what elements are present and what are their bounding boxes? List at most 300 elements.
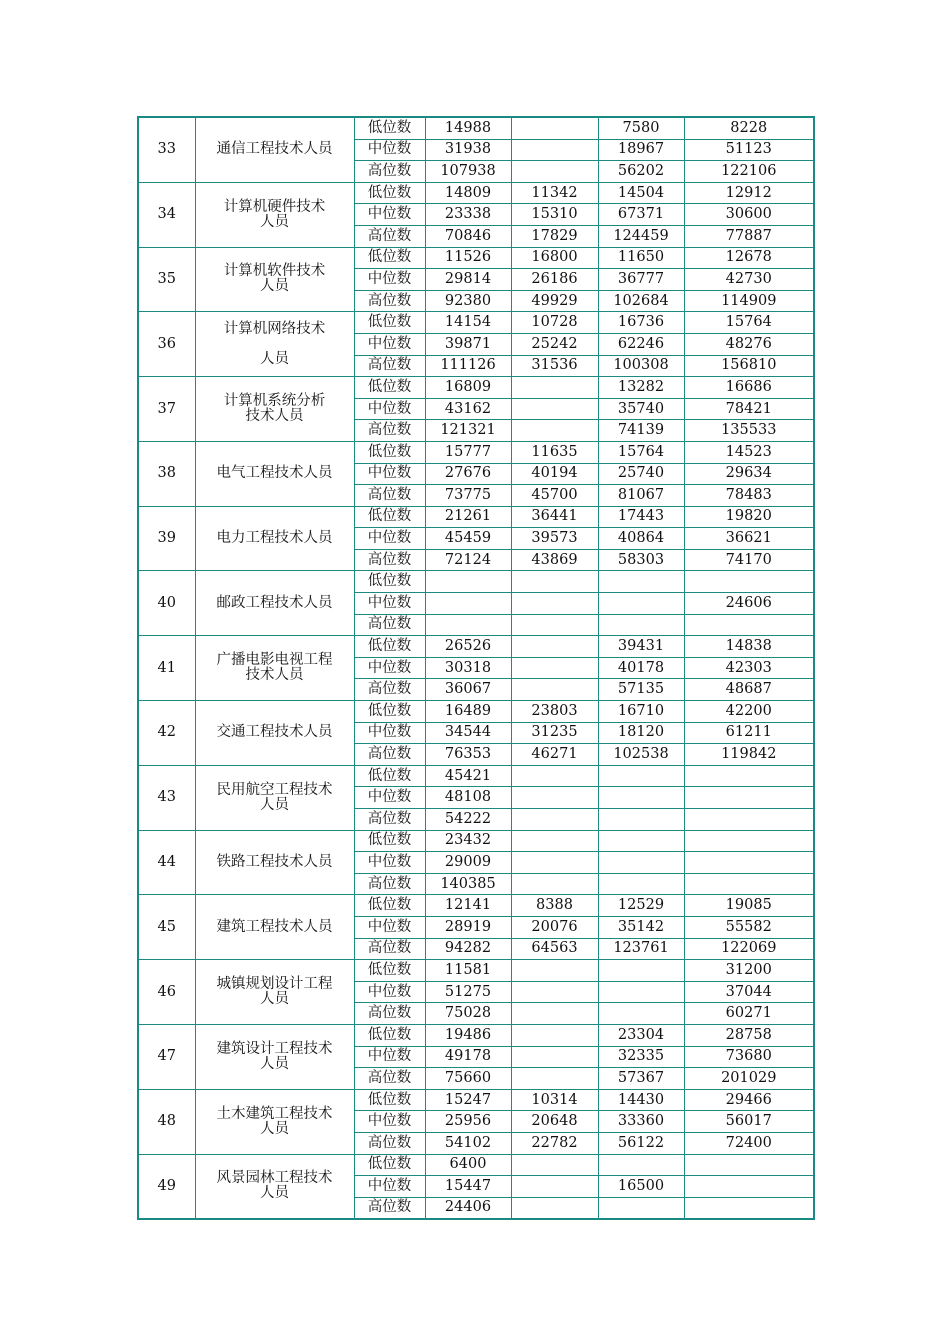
level-label: 高位数	[354, 355, 425, 377]
wage-value-cell	[598, 1003, 684, 1025]
wage-value-cell: 135533	[684, 420, 814, 442]
wage-value-cell	[598, 809, 684, 831]
occupation-line: 人员	[260, 1185, 289, 1202]
occupation-name	[195, 182, 354, 247]
wage-value-cell: 201029	[684, 1068, 814, 1090]
level-label: 低位数	[354, 117, 425, 139]
wage-value-cell	[598, 571, 684, 593]
wage-value-cell: 15247	[425, 1089, 511, 1111]
wage-value-cell	[511, 1176, 598, 1198]
wage-value-cell: 102684	[598, 290, 684, 312]
wage-value-cell	[598, 593, 684, 615]
table-row	[138, 636, 814, 658]
wage-value-cell: 114909	[684, 290, 814, 312]
occupation-line: 建筑工程技术人员	[216, 918, 333, 935]
wage-value-cell: 36441	[511, 506, 598, 528]
level-label: 中位数	[354, 593, 425, 615]
wage-value-cell: 54222	[425, 809, 511, 831]
wage-value-cell: 56122	[598, 1132, 684, 1154]
occupation-line: 计算机网络技术	[223, 320, 326, 337]
table-row	[138, 117, 814, 139]
wage-value-cell: 42730	[684, 269, 814, 291]
wage-value-cell: 75660	[425, 1068, 511, 1090]
wage-value-cell: 16710	[598, 701, 684, 723]
wage-value-cell: 124459	[598, 225, 684, 247]
wage-value-cell: 102538	[598, 744, 684, 766]
wage-value-cell	[684, 809, 814, 831]
wage-value-cell: 76353	[425, 744, 511, 766]
occupation-line: 建筑设计工程技术	[216, 1040, 333, 1057]
level-label: 高位数	[354, 290, 425, 312]
wage-value-cell: 37044	[684, 981, 814, 1003]
wage-value-cell: 19486	[425, 1024, 511, 1046]
occupation-name	[195, 1024, 354, 1089]
table-row	[138, 312, 814, 334]
wage-value-cell	[511, 398, 598, 420]
wage-value-cell	[511, 1197, 598, 1219]
wage-value-cell	[598, 960, 684, 982]
wage-value-cell: 58303	[598, 549, 684, 571]
wage-value-cell	[511, 830, 598, 852]
wage-value-cell: 46271	[511, 744, 598, 766]
wage-value-cell: 40178	[598, 657, 684, 679]
wage-value-cell: 16686	[684, 377, 814, 399]
row-number: 42	[138, 701, 195, 766]
wage-value-cell	[598, 981, 684, 1003]
wage-value-cell: 25956	[425, 1111, 511, 1133]
occupation-name	[195, 117, 354, 182]
level-label: 低位数	[354, 571, 425, 593]
wage-value-cell: 42200	[684, 701, 814, 723]
wage-value-cell: 11581	[425, 960, 511, 982]
level-label: 高位数	[354, 809, 425, 831]
wage-value-cell: 15764	[684, 312, 814, 334]
level-label: 低位数	[354, 377, 425, 399]
wage-value-cell	[511, 981, 598, 1003]
wage-value-cell: 119842	[684, 744, 814, 766]
level-label: 低位数	[354, 312, 425, 334]
wage-value-cell: 14838	[684, 636, 814, 658]
level-label: 中位数	[354, 463, 425, 485]
level-label: 高位数	[354, 161, 425, 183]
level-label: 高位数	[354, 873, 425, 895]
occupation-line: 电气工程技术人员	[216, 465, 333, 482]
wage-value-cell: 18967	[598, 139, 684, 161]
wage-value-cell	[511, 960, 598, 982]
table-row	[138, 377, 814, 399]
occupation-name	[195, 377, 354, 442]
row-number: 49	[138, 1154, 195, 1219]
level-label: 中位数	[354, 657, 425, 679]
wage-value-cell: 77887	[684, 225, 814, 247]
level-label: 中位数	[354, 269, 425, 291]
wage-value-cell: 78421	[684, 398, 814, 420]
level-label: 中位数	[354, 139, 425, 161]
wage-value-cell: 29009	[425, 852, 511, 874]
occupation-name	[195, 1089, 354, 1154]
wage-value-cell: 39871	[425, 333, 511, 355]
occupation-name	[195, 506, 354, 571]
wage-value-cell: 24406	[425, 1197, 511, 1219]
wage-value-cell	[511, 679, 598, 701]
occupation-line: 人员	[260, 1120, 289, 1137]
wage-value-cell: 43162	[425, 398, 511, 420]
wage-value-cell	[511, 657, 598, 679]
wage-value-cell: 11650	[598, 247, 684, 269]
table-row	[138, 441, 814, 463]
level-label: 中位数	[354, 528, 425, 550]
level-label: 低位数	[354, 1089, 425, 1111]
wage-value-cell: 24606	[684, 593, 814, 615]
wage-value-cell: 27676	[425, 463, 511, 485]
wage-value-cell: 73680	[684, 1046, 814, 1068]
wage-value-cell: 60271	[684, 1003, 814, 1025]
wage-value-cell	[425, 571, 511, 593]
wage-value-cell: 35142	[598, 916, 684, 938]
row-number: 47	[138, 1024, 195, 1089]
occupation-name	[195, 247, 354, 312]
wage-value-cell: 70846	[425, 225, 511, 247]
wage-value-cell: 31536	[511, 355, 598, 377]
wage-value-cell	[511, 636, 598, 658]
level-label: 低位数	[354, 182, 425, 204]
wage-value-cell: 67371	[598, 204, 684, 226]
wage-value-cell	[598, 787, 684, 809]
wage-value-cell: 15777	[425, 441, 511, 463]
wage-value-cell: 48108	[425, 787, 511, 809]
level-label: 中位数	[354, 1046, 425, 1068]
occupation-line: 风景园林工程技术	[216, 1170, 333, 1187]
level-label: 高位数	[354, 1197, 425, 1219]
wage-value-cell: 16489	[425, 701, 511, 723]
level-label: 低位数	[354, 247, 425, 269]
occupation-name	[195, 571, 354, 636]
wage-value-cell: 12912	[684, 182, 814, 204]
wage-value-cell: 13282	[598, 377, 684, 399]
wage-value-cell: 23338	[425, 204, 511, 226]
wage-value-cell	[598, 830, 684, 852]
wage-value-cell: 29466	[684, 1089, 814, 1111]
occupation-line: 民用航空工程技术	[216, 781, 333, 798]
wage-value-cell: 34544	[425, 722, 511, 744]
level-label: 中位数	[354, 204, 425, 226]
level-label: 中位数	[354, 722, 425, 744]
wage-value-cell: 40864	[598, 528, 684, 550]
occupation-line: 电力工程技术人员	[216, 530, 333, 547]
wage-value-cell: 14988	[425, 117, 511, 139]
wage-value-cell: 14154	[425, 312, 511, 334]
wage-value-cell	[684, 571, 814, 593]
occupation-line: 人员	[260, 1055, 289, 1072]
level-label: 高位数	[354, 225, 425, 247]
wage-value-cell: 73775	[425, 485, 511, 507]
occupation-line: 通信工程技术人员	[216, 141, 333, 158]
table-row	[138, 1024, 814, 1046]
wage-value-cell	[598, 765, 684, 787]
table-row	[138, 1154, 814, 1176]
wage-value-cell	[511, 377, 598, 399]
wage-value-cell	[511, 873, 598, 895]
wage-value-cell: 6400	[425, 1154, 511, 1176]
occupation-line: 计算机系统分析	[223, 393, 326, 410]
row-number: 46	[138, 960, 195, 1025]
wage-value-cell: 100308	[598, 355, 684, 377]
wage-value-cell: 56202	[598, 161, 684, 183]
table-row	[138, 830, 814, 852]
occupation-line	[200, 337, 350, 352]
wage-value-cell	[684, 852, 814, 874]
occupation-name	[195, 1154, 354, 1219]
wage-value-cell: 14504	[598, 182, 684, 204]
level-label: 低位数	[354, 701, 425, 723]
wage-value-cell: 122106	[684, 161, 814, 183]
wage-value-cell: 51275	[425, 981, 511, 1003]
occupation-name	[195, 312, 354, 377]
wage-value-cell: 14523	[684, 441, 814, 463]
wage-value-cell: 31235	[511, 722, 598, 744]
level-label: 中位数	[354, 333, 425, 355]
row-number: 41	[138, 636, 195, 701]
wage-value-cell: 31200	[684, 960, 814, 982]
row-number: 36	[138, 312, 195, 377]
level-label: 中位数	[354, 787, 425, 809]
wage-value-cell: 40194	[511, 463, 598, 485]
level-label: 低位数	[354, 765, 425, 787]
level-label: 高位数	[354, 679, 425, 701]
wage-value-cell: 10728	[511, 312, 598, 334]
wage-value-cell: 48276	[684, 333, 814, 355]
level-label: 高位数	[354, 744, 425, 766]
level-label: 低位数	[354, 1154, 425, 1176]
wage-value-cell: 122069	[684, 938, 814, 960]
wage-value-cell: 29634	[684, 463, 814, 485]
table-row	[138, 765, 814, 787]
table-row	[138, 247, 814, 269]
wage-value-cell: 92380	[425, 290, 511, 312]
wage-value-cell: 26526	[425, 636, 511, 658]
occupation-name	[195, 701, 354, 766]
wage-value-cell: 19820	[684, 506, 814, 528]
occupation-line: 邮政工程技术人员	[216, 594, 333, 611]
wage-value-cell	[511, 852, 598, 874]
occupation-name	[195, 441, 354, 506]
row-number: 34	[138, 182, 195, 247]
level-label: 低位数	[354, 895, 425, 917]
wage-value-cell: 45459	[425, 528, 511, 550]
table-row	[138, 895, 814, 917]
wage-value-cell	[511, 1046, 598, 1068]
wage-value-cell: 74170	[684, 549, 814, 571]
wage-value-cell	[511, 593, 598, 615]
wage-value-cell	[511, 1024, 598, 1046]
wage-table	[137, 116, 815, 1220]
wage-value-cell: 12141	[425, 895, 511, 917]
occupation-line: 人员	[260, 213, 289, 230]
wage-value-cell: 11526	[425, 247, 511, 269]
wage-value-cell: 14430	[598, 1089, 684, 1111]
level-label: 高位数	[354, 1068, 425, 1090]
wage-value-cell	[684, 1176, 814, 1198]
occupation-name	[195, 636, 354, 701]
level-label: 低位数	[354, 441, 425, 463]
wage-value-cell: 72400	[684, 1132, 814, 1154]
wage-value-cell: 48687	[684, 679, 814, 701]
wage-value-cell: 19085	[684, 895, 814, 917]
wage-value-cell: 20076	[511, 916, 598, 938]
wage-value-cell	[598, 1154, 684, 1176]
wage-value-cell	[684, 873, 814, 895]
occupation-line: 技术人员	[245, 408, 304, 425]
wage-value-cell: 57367	[598, 1068, 684, 1090]
wage-value-cell: 42303	[684, 657, 814, 679]
level-label: 高位数	[354, 420, 425, 442]
row-number: 40	[138, 571, 195, 636]
wage-value-cell: 156810	[684, 355, 814, 377]
table-row	[138, 571, 814, 593]
wage-value-cell: 36067	[425, 679, 511, 701]
wage-table-body	[138, 117, 814, 1219]
occupation-name	[195, 895, 354, 960]
wage-value-cell: 140385	[425, 873, 511, 895]
wage-value-cell: 23304	[598, 1024, 684, 1046]
wage-value-cell: 49929	[511, 290, 598, 312]
row-number: 37	[138, 377, 195, 442]
wage-value-cell	[684, 614, 814, 636]
wage-value-cell	[511, 1068, 598, 1090]
wage-value-cell: 72124	[425, 549, 511, 571]
level-label: 高位数	[354, 1003, 425, 1025]
wage-value-cell: 11342	[511, 182, 598, 204]
wage-value-cell	[598, 852, 684, 874]
occupation-name	[195, 830, 354, 895]
wage-value-cell: 62246	[598, 333, 684, 355]
wage-value-cell: 74139	[598, 420, 684, 442]
row-number: 33	[138, 117, 195, 182]
wage-value-cell: 31938	[425, 139, 511, 161]
wage-value-cell: 43869	[511, 549, 598, 571]
wage-value-cell: 23803	[511, 701, 598, 723]
wage-value-cell: 61211	[684, 722, 814, 744]
wage-value-cell	[684, 1197, 814, 1219]
occupation-line: 人员	[260, 350, 289, 367]
wage-value-cell	[511, 1003, 598, 1025]
wage-value-cell: 16500	[598, 1176, 684, 1198]
level-label: 中位数	[354, 1111, 425, 1133]
wage-value-cell: 17829	[511, 225, 598, 247]
wage-value-cell: 11635	[511, 441, 598, 463]
table-row	[138, 701, 814, 723]
occupation-line: 铁路工程技术人员	[216, 853, 333, 870]
wage-value-cell: 45421	[425, 765, 511, 787]
wage-value-cell: 36777	[598, 269, 684, 291]
wage-value-cell: 30318	[425, 657, 511, 679]
level-label: 高位数	[354, 485, 425, 507]
occupation-name	[195, 960, 354, 1025]
occupation-line: 广播电影电视工程	[216, 652, 333, 669]
wage-value-cell: 16736	[598, 312, 684, 334]
wage-value-cell	[511, 571, 598, 593]
wage-value-cell	[598, 614, 684, 636]
occupation-name	[195, 765, 354, 830]
wage-value-cell	[511, 1154, 598, 1176]
wage-value-cell	[511, 117, 598, 139]
wage-value-cell: 28758	[684, 1024, 814, 1046]
occupation-line: 计算机软件技术	[223, 263, 326, 280]
wage-value-cell: 75028	[425, 1003, 511, 1025]
wage-value-cell: 7580	[598, 117, 684, 139]
wage-value-cell	[684, 830, 814, 852]
wage-value-cell: 121321	[425, 420, 511, 442]
wage-value-cell: 25740	[598, 463, 684, 485]
wage-value-cell: 16809	[425, 377, 511, 399]
wage-value-cell: 55582	[684, 916, 814, 938]
wage-value-cell: 15447	[425, 1176, 511, 1198]
wage-value-cell: 64563	[511, 938, 598, 960]
wage-value-cell: 32335	[598, 1046, 684, 1068]
occupation-line: 交通工程技术人员	[216, 724, 333, 741]
wage-value-cell	[425, 593, 511, 615]
wage-value-cell: 29814	[425, 269, 511, 291]
wage-value-cell: 22782	[511, 1132, 598, 1154]
wage-value-cell	[684, 787, 814, 809]
wage-value-cell	[598, 873, 684, 895]
row-number: 35	[138, 247, 195, 312]
wage-value-cell	[511, 420, 598, 442]
occupation-line: 计算机硬件技术	[223, 198, 326, 215]
wage-value-cell: 12529	[598, 895, 684, 917]
wage-value-cell: 49178	[425, 1046, 511, 1068]
wage-value-cell: 8388	[511, 895, 598, 917]
row-number: 38	[138, 441, 195, 506]
level-label: 低位数	[354, 636, 425, 658]
level-label: 中位数	[354, 981, 425, 1003]
level-label: 高位数	[354, 549, 425, 571]
wage-value-cell: 28919	[425, 916, 511, 938]
wage-value-cell: 111126	[425, 355, 511, 377]
wage-value-cell: 54102	[425, 1132, 511, 1154]
wage-value-cell	[511, 614, 598, 636]
wage-value-cell	[511, 809, 598, 831]
level-label: 高位数	[354, 938, 425, 960]
wage-value-cell	[511, 765, 598, 787]
wage-value-cell: 16800	[511, 247, 598, 269]
row-number: 44	[138, 830, 195, 895]
level-label: 中位数	[354, 1176, 425, 1198]
row-number: 48	[138, 1089, 195, 1154]
level-label: 低位数	[354, 1024, 425, 1046]
occupation-line: 技术人员	[245, 667, 304, 684]
wage-value-cell	[511, 139, 598, 161]
wage-value-cell	[684, 765, 814, 787]
wage-value-cell: 107938	[425, 161, 511, 183]
table-row	[138, 506, 814, 528]
wage-value-cell: 57135	[598, 679, 684, 701]
wage-value-cell: 15764	[598, 441, 684, 463]
wage-value-cell: 25242	[511, 333, 598, 355]
level-label: 中位数	[354, 916, 425, 938]
level-label: 高位数	[354, 614, 425, 636]
level-label: 低位数	[354, 830, 425, 852]
wage-value-cell: 10314	[511, 1089, 598, 1111]
occupation-line: 城镇规划设计工程	[216, 976, 333, 993]
wage-value-cell: 17443	[598, 506, 684, 528]
wage-value-cell: 36621	[684, 528, 814, 550]
wage-value-cell: 12678	[684, 247, 814, 269]
wage-value-cell: 39431	[598, 636, 684, 658]
wage-value-cell: 20648	[511, 1111, 598, 1133]
wage-value-cell	[511, 161, 598, 183]
table-row	[138, 182, 814, 204]
